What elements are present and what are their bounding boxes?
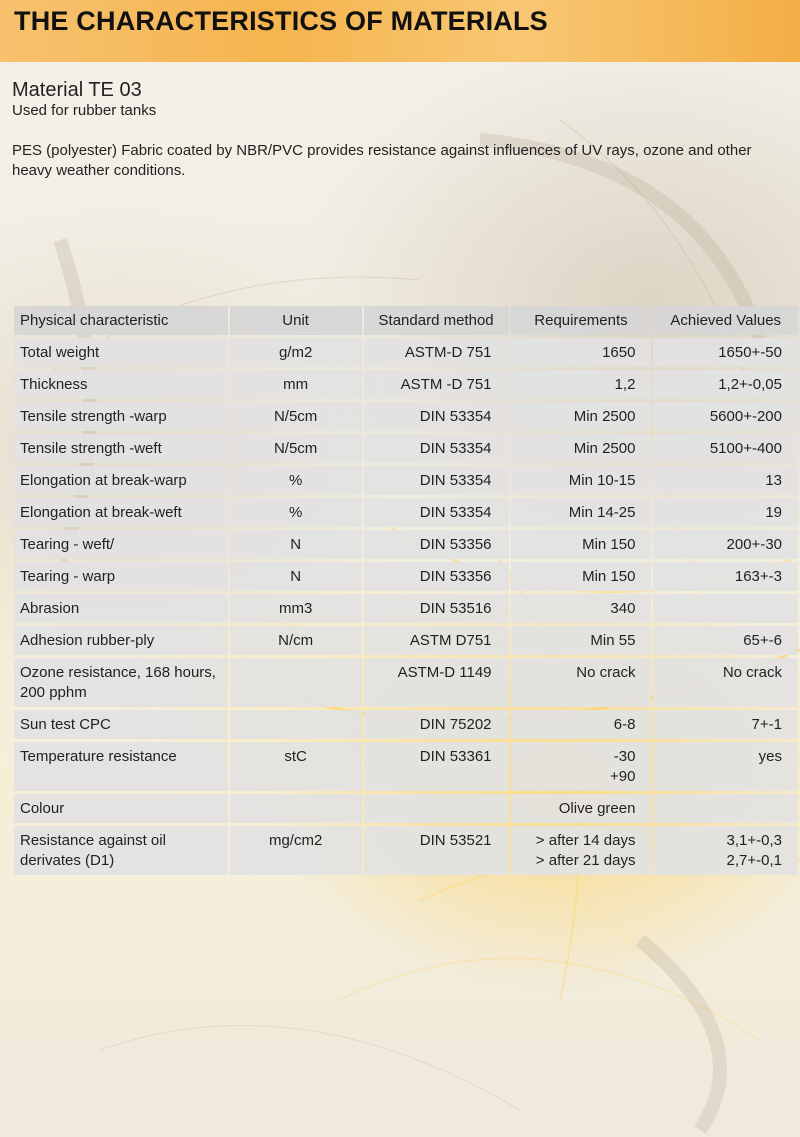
characteristics-table: [12, 303, 800, 878]
cell-characteristic: Tearing - weft/: [14, 530, 228, 559]
table-header-row: [14, 306, 798, 335]
cell-characteristic: Tensile strength -warp: [14, 402, 228, 431]
cell-requirement: Min 150: [511, 530, 652, 559]
cell-method: DIN 75202: [364, 710, 509, 739]
column-header-requirements: Requirements: [511, 306, 652, 335]
table-row: [14, 710, 798, 739]
cell-unit: stC: [230, 742, 362, 791]
column-header-achieved: Achieved Values: [653, 306, 798, 335]
cell-requirement: Olive green: [511, 794, 652, 823]
achieved-line: 2,7+-0,1: [726, 852, 782, 869]
cell-requirement: Min 55: [511, 626, 652, 655]
cell-characteristic: Total weight: [14, 338, 228, 367]
cell-characteristic: Resistance against oil derivates (D1): [14, 826, 228, 875]
cell-characteristic: Tensile strength -weft: [14, 434, 228, 463]
cell-characteristic: Elongation at break-warp: [14, 466, 228, 495]
table-row: [14, 626, 798, 655]
cell-achieved: 13: [653, 466, 798, 495]
achieved-line: 3,1+-0,3: [726, 832, 782, 849]
cell-characteristic: Elongation at break-weft: [14, 498, 228, 527]
cell-unit: [230, 658, 362, 707]
table-row: [14, 530, 798, 559]
cell-unit: mm3: [230, 594, 362, 623]
cell-unit: [230, 710, 362, 739]
table-row: [14, 498, 798, 527]
table-row: [14, 658, 798, 707]
cell-achieved: 1650+-50: [653, 338, 798, 367]
cell-method: DIN 53361: [364, 742, 509, 791]
cell-requirement: Min 14-25: [511, 498, 652, 527]
cell-unit: N/5cm: [230, 402, 362, 431]
cell-unit: [230, 794, 362, 823]
cell-method: [364, 794, 509, 823]
cell-requirement: [511, 826, 652, 875]
table-row: [14, 826, 798, 875]
requirement-line: > after 21 days: [535, 852, 636, 869]
cell-achieved: [653, 594, 798, 623]
cell-unit: mg/cm2: [230, 826, 362, 875]
cell-unit: N/5cm: [230, 434, 362, 463]
cell-unit: N/cm: [230, 626, 362, 655]
cell-requirement: No crack: [511, 658, 652, 707]
cell-method: DIN 53354: [364, 434, 509, 463]
cell-requirement: 1,2: [511, 370, 652, 399]
cell-requirement: [511, 742, 652, 791]
cell-characteristic: Colour: [14, 794, 228, 823]
cell-requirement: Min 2500: [511, 402, 652, 431]
cell-characteristic: Sun test CPC: [14, 710, 228, 739]
requirement-line: +90: [610, 768, 636, 785]
cell-characteristic: Ozone resistance, 168 hours, 200 pphm: [14, 658, 228, 707]
cell-achieved: 5600+-200: [653, 402, 798, 431]
cell-method: ASTM-D 1149: [364, 658, 509, 707]
cell-method: DIN 53521: [364, 826, 509, 875]
cell-achieved: 65+-6: [653, 626, 798, 655]
cell-characteristic: Thickness: [14, 370, 228, 399]
cell-achieved: 19: [653, 498, 798, 527]
page-title: THE CHARACTERISTICS OF MATERIALS: [14, 6, 548, 36]
cell-unit: mm: [230, 370, 362, 399]
cell-characteristic: Abrasion: [14, 594, 228, 623]
table-row: [14, 434, 798, 463]
cell-method: ASTM-D 751: [364, 338, 509, 367]
cell-requirement: 6-8: [511, 710, 652, 739]
cell-achieved: 7+-1: [653, 710, 798, 739]
table-row: [14, 594, 798, 623]
header-band: [0, 0, 800, 62]
table-row: [14, 402, 798, 431]
table-row: [14, 338, 798, 367]
table-row: [14, 466, 798, 495]
material-description: PES (polyester) Fabric coated by NBR/PVC provides resistance against influences of UV rays, ozone and other heavy weather conditions.: [12, 142, 752, 179]
cell-method: DIN 53354: [364, 498, 509, 527]
table-row: [14, 370, 798, 399]
cell-achieved: 163+-3: [653, 562, 798, 591]
cell-requirement: 1650: [511, 338, 652, 367]
cell-characteristic: Adhesion rubber-ply: [14, 626, 228, 655]
cell-unit: %: [230, 498, 362, 527]
cell-achieved: yes: [653, 742, 798, 791]
requirement-line: -30: [613, 748, 636, 765]
cell-achieved: [653, 794, 798, 823]
cell-requirement: Min 150: [511, 562, 652, 591]
cell-achieved: [653, 826, 798, 875]
cell-achieved: 200+-30: [653, 530, 798, 559]
table-row: [14, 742, 798, 791]
cell-method: DIN 53354: [364, 466, 509, 495]
column-header-unit: Unit: [230, 306, 362, 335]
requirement-line: > after 14 days: [535, 832, 636, 849]
column-header-method: Standard method: [364, 306, 509, 335]
cell-achieved: 1,2+-0,05: [653, 370, 798, 399]
cell-requirement: 340: [511, 594, 652, 623]
cell-unit: N: [230, 530, 362, 559]
material-use: Used for rubber tanks: [12, 102, 157, 119]
table-row: [14, 562, 798, 591]
cell-method: DIN 53354: [364, 402, 509, 431]
cell-unit: g/m2: [230, 338, 362, 367]
table-row: [14, 794, 798, 823]
column-header-characteristic: Physical characteristic: [14, 306, 228, 335]
cell-requirement: Min 10-15: [511, 466, 652, 495]
cell-method: ASTM D751: [364, 626, 509, 655]
cell-unit: N: [230, 562, 362, 591]
cell-unit: %: [230, 466, 362, 495]
cell-method: DIN 53356: [364, 530, 509, 559]
cell-requirement: Min 2500: [511, 434, 652, 463]
cell-characteristic: Temperature resistance: [14, 742, 228, 791]
cell-method: DIN 53516: [364, 594, 509, 623]
cell-characteristic: Tearing - warp: [14, 562, 228, 591]
cell-method: ASTM -D 751: [364, 370, 509, 399]
material-name: Material TE 03: [12, 79, 142, 101]
cell-achieved: 5100+-400: [653, 434, 798, 463]
cell-method: DIN 53356: [364, 562, 509, 591]
cell-achieved: No crack: [653, 658, 798, 707]
